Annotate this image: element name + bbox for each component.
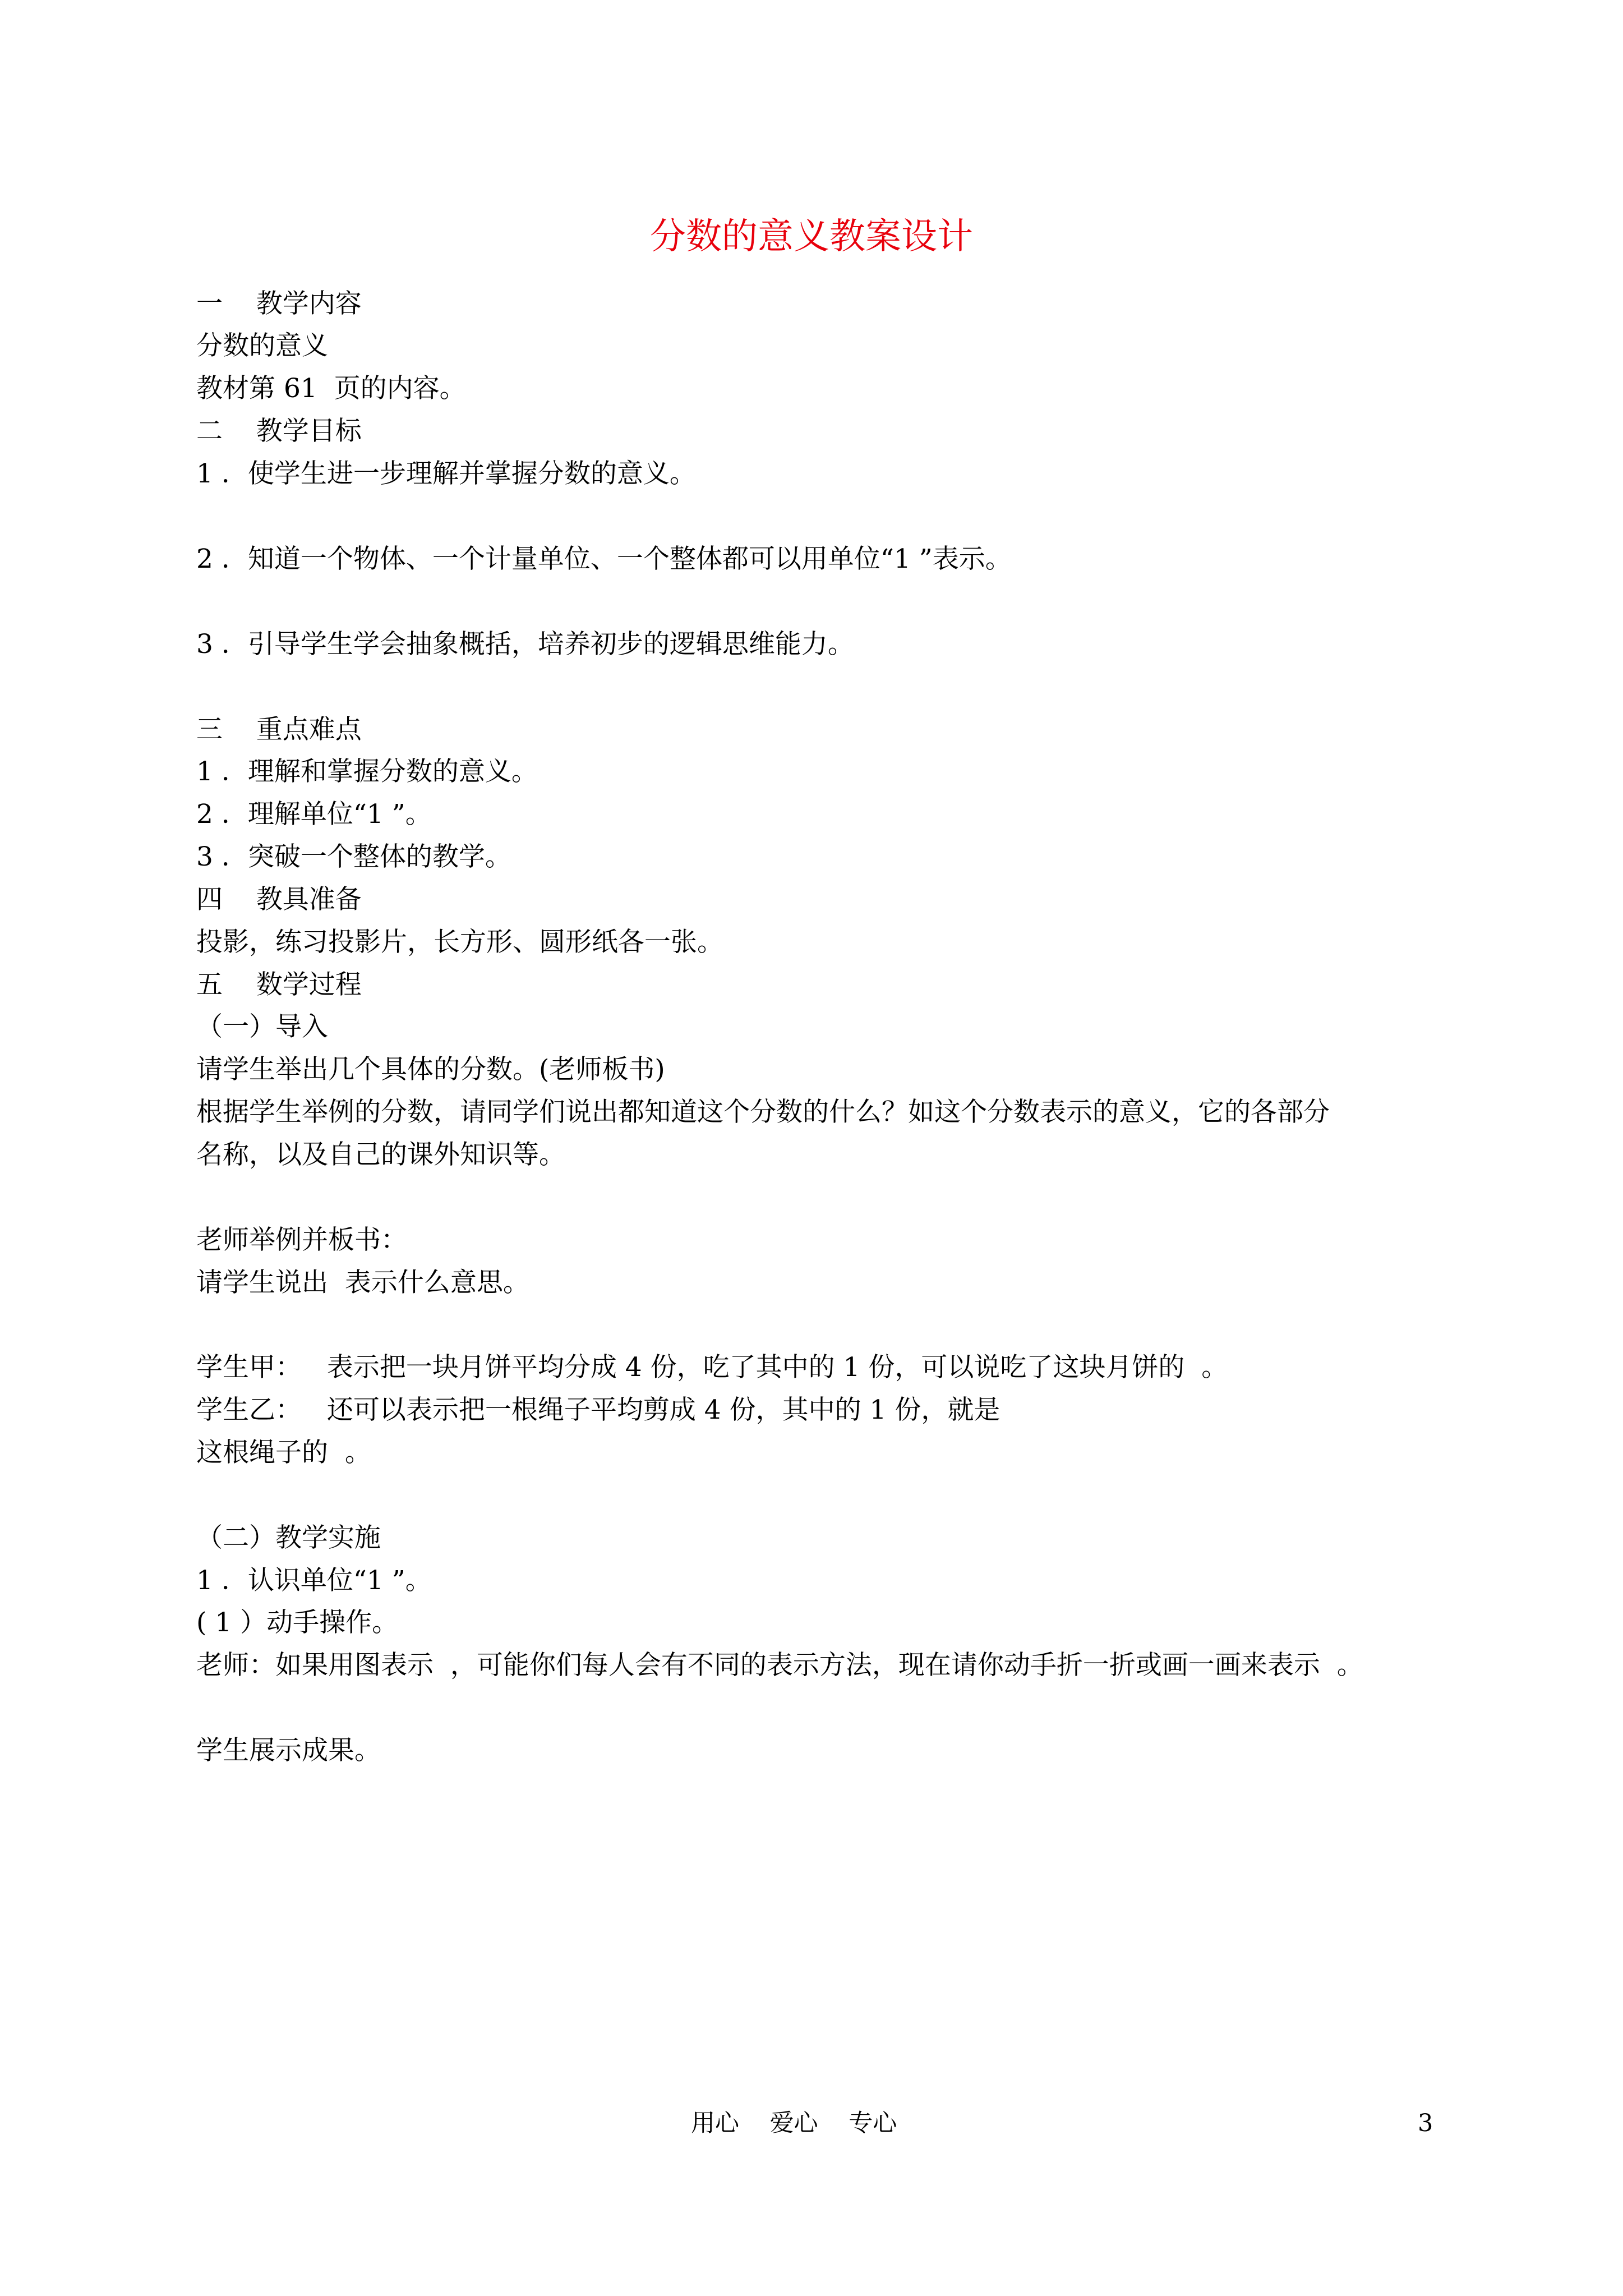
- section-heading-materials: 四 教具准备: [196, 884, 362, 915]
- subsection-heading: （一）导入: [196, 1011, 328, 1042]
- body-line: 请学生说出 表示什么意思。: [196, 1267, 529, 1298]
- body-line: 投影，练习投影片，长方形、圆形纸各一张。: [196, 927, 723, 958]
- body-line: 请学生举出几个具体的分数。(老师板书): [196, 1054, 665, 1085]
- section-heading-process: 五 数学过程: [196, 969, 362, 1000]
- document-title: 分数的意义教案设计: [650, 216, 973, 257]
- list-item: ( 1 ）动手操作。: [196, 1607, 399, 1638]
- list-item: 1 ．认识单位“1 ”。: [196, 1565, 432, 1596]
- section-heading-goals: 二 教学目标: [196, 416, 362, 447]
- body-line: 教材第 61 页的内容。: [196, 373, 466, 404]
- body-line: 老师举例并板书：: [196, 1225, 407, 1255]
- dialogue-line: 学生乙： 还可以表示把一根绳子平均剪成 4 份，其中的 1 份，就是: [196, 1395, 1000, 1425]
- list-item: 2 ．理解单位“1 ”。: [196, 799, 432, 830]
- body-line: 根据学生举例的分数，请同学们说出都知道这个分数的什么？如这个分数表示的意义，它的各部分: [196, 1097, 1330, 1128]
- subsection-heading: （二）教学实施: [196, 1522, 381, 1553]
- list-item: 1 ．使学生进一步理解并掌握分数的意义。: [196, 458, 696, 489]
- list-item: 3 ．突破一个整体的教学。: [196, 841, 511, 872]
- footer-motto: 用心 爱心 专心: [691, 2109, 897, 2137]
- body-line: 分数的意义: [196, 330, 328, 361]
- list-item: 2 ．知道一个物体、一个计量单位、一个整体都可以用单位“1 ”表示。: [196, 544, 1012, 574]
- body-line: 老师：如果用图表示 ，可能你们每人会有不同的表示方法，现在请你动手折一折或画一画来表示 。: [196, 1650, 1363, 1681]
- section-heading-content: 一 教学内容: [196, 288, 362, 319]
- list-item: 3 ．引导学生学会抽象概括，培养初步的逻辑思维能力。: [196, 629, 854, 660]
- dialogue-line: 学生甲： 表示把一块月饼平均分成 4 份，吃了其中的 1 份，可以说吃了这块月饼的 。: [196, 1352, 1228, 1383]
- page-number: 3: [1418, 2109, 1433, 2137]
- body-line: 名称，以及自己的课外知识等。: [196, 1139, 565, 1170]
- body-line: 学生展示成果。: [196, 1735, 381, 1766]
- list-item: 1 ．理解和掌握分数的意义。: [196, 756, 538, 787]
- section-heading-keypoints: 三 重点难点: [196, 714, 362, 745]
- dialogue-line: 这根绳子的 。: [196, 1437, 371, 1468]
